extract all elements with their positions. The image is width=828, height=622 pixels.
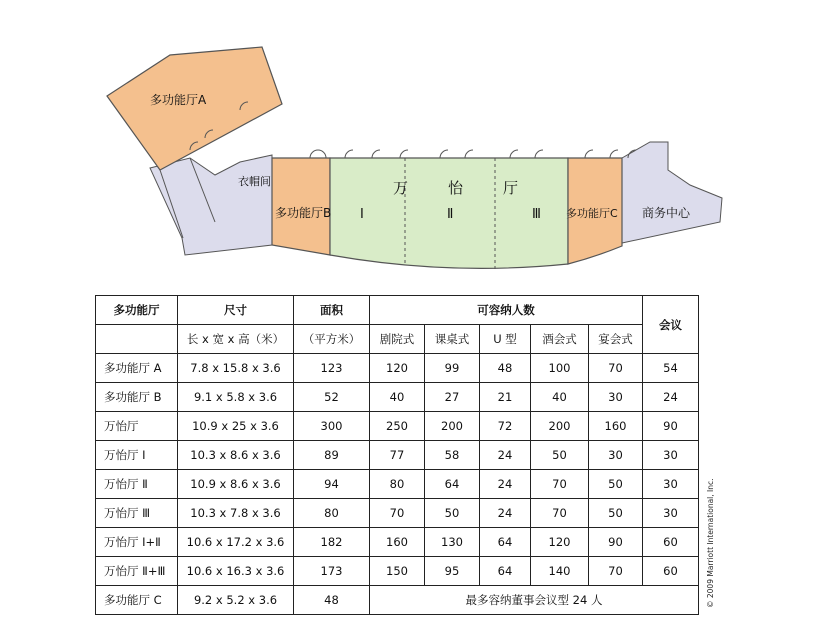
table-header-row [96,296,699,325]
size-cell: 9.1 x 5.8 x 3.6 [178,383,294,412]
capacity-cell: 99 [425,354,480,383]
room-b-label: 多功能厅B [275,206,332,220]
capacity-cell: 24 [480,441,531,470]
capacity-cell: 30 [643,441,699,470]
capacity-cell: 72 [480,412,531,441]
subheader-size: 长 x 宽 x 高（米） [178,325,294,354]
wanyi-title-char-2: 怡 [448,179,464,197]
size-cell: 10.3 x 8.6 x 3.6 [178,441,294,470]
room-c-label: 多功能厅C [566,207,618,220]
capacity-cell: 64 [480,528,531,557]
room-name-cell: 万怡厅 Ⅰ+Ⅱ [96,528,178,557]
service-area-left [150,155,272,255]
subheader-theater: 剧院式 [370,325,425,354]
capacity-cell: 60 [643,528,699,557]
size-cell: 9.2 x 5.2 x 3.6 [178,586,294,615]
table-row [96,499,699,528]
header-size: 尺寸 [178,296,294,325]
capacity-cell: 120 [531,528,589,557]
capacity-cell: 90 [589,528,643,557]
subheader-area: （平方米） [294,325,370,354]
room-a-area [107,47,282,170]
table-row [96,470,699,499]
table-row [96,528,699,557]
area-cell: 182 [294,528,370,557]
room-name-cell: 多功能厅 C [96,586,178,615]
capacity-cell: 60 [643,557,699,586]
floor-plan [0,0,828,300]
capacity-cell: 100 [531,354,589,383]
size-cell: 10.3 x 7.8 x 3.6 [178,499,294,528]
capacity-cell: 70 [589,557,643,586]
capacity-cell: 40 [370,383,425,412]
capacity-cell: 95 [425,557,480,586]
capacity-cell: 64 [425,470,480,499]
capacity-cell: 50 [531,441,589,470]
capacity-cell: 140 [531,557,589,586]
capacity-cell: 50 [589,499,643,528]
room-name-cell: 万怡厅 [96,412,178,441]
area-cell: 94 [294,470,370,499]
capacity-cell: 120 [370,354,425,383]
capacity-cell: 160 [589,412,643,441]
room-a-label: 多功能厅A [150,93,207,107]
table-row [96,586,699,615]
capacity-cell: 40 [531,383,589,412]
section-1-label: Ⅰ [360,207,364,222]
subheader-classroom: 课桌式 [425,325,480,354]
capacity-cell: 50 [425,499,480,528]
header-area: 面积 [294,296,370,325]
table-subheader-row [96,325,699,354]
header-meeting: 会议 [643,296,699,354]
area-cell: 89 [294,441,370,470]
table-row [96,412,699,441]
capacity-cell: 30 [643,499,699,528]
copyright-text: © 2009 Marriott International, Inc. [706,478,715,608]
capacity-cell: 130 [425,528,480,557]
capacity-cell: 50 [589,470,643,499]
area-cell: 300 [294,412,370,441]
area-cell: 123 [294,354,370,383]
header-room: 多功能厅 [96,296,178,325]
room-name-cell: 万怡厅 Ⅱ [96,470,178,499]
area-cell: 48 [294,586,370,615]
subheader-blank [96,325,178,354]
area-cell: 173 [294,557,370,586]
capacity-table [95,295,699,615]
subheader-reception: 酒会式 [531,325,589,354]
room-name-cell: 万怡厅 Ⅱ+Ⅲ [96,557,178,586]
capacity-cell: 70 [531,470,589,499]
table-row [96,441,699,470]
capacity-cell: 200 [425,412,480,441]
business-center-area [622,142,722,243]
business-center-label: 商务中心 [642,206,691,220]
size-cell: 10.9 x 8.6 x 3.6 [178,470,294,499]
size-cell: 10.9 x 25 x 3.6 [178,412,294,441]
section-3-label: Ⅲ [532,207,541,222]
table-row [96,557,699,586]
room-name-cell: 多功能厅 A [96,354,178,383]
subheader-banquet: 宴会式 [589,325,643,354]
size-cell: 10.6 x 17.2 x 3.6 [178,528,294,557]
capacity-cell: 24 [480,499,531,528]
capacity-cell: 77 [370,441,425,470]
capacity-cell: 160 [370,528,425,557]
capacity-cell: 70 [589,354,643,383]
section-2-label: Ⅱ [447,207,454,222]
cloakroom-label: 衣帽间 [238,175,271,188]
wanyi-title-char-3: 厅 [503,179,519,197]
area-cell: 80 [294,499,370,528]
capacity-cell: 150 [370,557,425,586]
wanyi-title-char-1: 万 [393,179,409,197]
capacity-cell: 30 [589,441,643,470]
capacity-cell: 250 [370,412,425,441]
capacity-cell: 24 [643,383,699,412]
capacity-cell: 54 [643,354,699,383]
table-row [96,383,699,412]
table-row [96,354,699,383]
capacity-cell: 70 [370,499,425,528]
capacity-cell: 21 [480,383,531,412]
capacity-cell: 24 [480,470,531,499]
capacity-note-cell: 最多容纳董事会议型 24 人 [370,586,699,615]
capacity-cell: 30 [589,383,643,412]
size-cell: 7.8 x 15.8 x 3.6 [178,354,294,383]
header-capacity: 可容纳人数 [370,296,643,325]
room-name-cell: 多功能厅 B [96,383,178,412]
capacity-cell: 200 [531,412,589,441]
size-cell: 10.6 x 16.3 x 3.6 [178,557,294,586]
capacity-cell: 48 [480,354,531,383]
capacity-cell: 70 [531,499,589,528]
capacity-cell: 80 [370,470,425,499]
subheader-u-shape: U 型 [480,325,531,354]
capacity-cell: 64 [480,557,531,586]
room-name-cell: 万怡厅 Ⅰ [96,441,178,470]
capacity-cell: 30 [643,470,699,499]
capacity-cell: 27 [425,383,480,412]
capacity-cell: 58 [425,441,480,470]
room-name-cell: 万怡厅 Ⅲ [96,499,178,528]
capacity-cell: 90 [643,412,699,441]
area-cell: 52 [294,383,370,412]
